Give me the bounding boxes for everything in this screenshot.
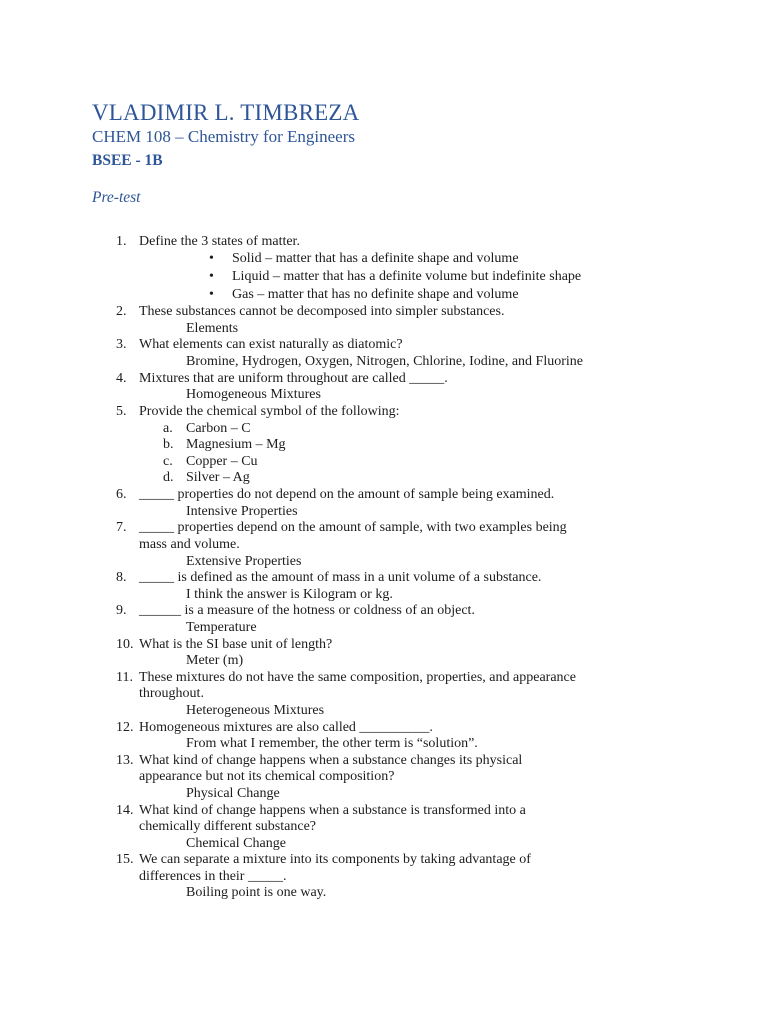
question-number: 13.	[116, 753, 134, 768]
answer-text: From what I remember, the other term is “solution”.	[186, 736, 478, 751]
question-number: 7.	[116, 520, 127, 535]
question-text-continued: appearance but not its chemical composition?	[139, 769, 395, 784]
question-number: 3.	[116, 337, 127, 352]
question-text: What elements can exist naturally as diatomic?	[139, 337, 403, 352]
sub-item-text: Magnesium – Mg	[186, 437, 286, 452]
question-number: 4.	[116, 371, 127, 386]
question-text: These mixtures do not have the same composition, properties, and appearance	[139, 670, 576, 685]
question-text: _____ properties do not depend on the amount of sample being examined.	[139, 487, 555, 502]
question-text: _____ properties depend on the amount of sample, with two examples being	[139, 520, 567, 535]
question-text: We can separate a mixture into its components by taking advantage of	[139, 852, 531, 867]
pretest-heading: Pre-test	[92, 189, 141, 206]
answer-text: Bromine, Hydrogen, Oxygen, Nitrogen, Chlorine, Iodine, and Fluorine	[186, 354, 583, 369]
bullet-text: Gas – matter that has no definite shape and volume	[232, 287, 519, 302]
author-name: VLADIMIR L. TIMBREZA	[92, 100, 360, 125]
question-text: These substances cannot be decomposed into simpler substances.	[139, 304, 505, 319]
bullet-icon: •	[209, 287, 214, 302]
sub-item-text: Copper – Cu	[186, 454, 258, 469]
answer-text: Intensive Properties	[186, 504, 298, 519]
question-number: 5.	[116, 404, 127, 419]
sub-item-text: Carbon – C	[186, 421, 251, 436]
question-number: 1.	[116, 234, 127, 249]
answer-text: Elements	[186, 321, 239, 336]
section-label: BSEE - 1B	[92, 152, 163, 169]
question-text: ______ is a measure of the hotness or coldness of an object.	[139, 603, 475, 618]
sub-item-letter: b.	[163, 437, 174, 452]
question-text-continued: differences in their _____.	[139, 869, 287, 884]
question-number: 8.	[116, 570, 127, 585]
answer-text: Temperature	[186, 620, 257, 635]
question-number: 12.	[116, 720, 134, 735]
question-text: What kind of change happens when a substance changes its physical	[139, 753, 523, 768]
question-text: Provide the chemical symbol of the following:	[139, 404, 400, 419]
question-text-continued: throughout.	[139, 686, 204, 701]
question-number: 11.	[116, 670, 133, 685]
sub-item-letter: c.	[163, 454, 173, 469]
sub-item-letter: a.	[163, 421, 173, 436]
answer-text: I think the answer is Kilogram or kg.	[186, 587, 393, 602]
answer-text: Chemical Change	[186, 836, 286, 851]
answer-text: Heterogeneous Mixtures	[186, 703, 325, 718]
answer-text: Meter (m)	[186, 653, 244, 668]
sub-item-letter: d.	[163, 470, 174, 485]
question-text-continued: mass and volume.	[139, 537, 240, 552]
sub-item-text: Silver – Ag	[186, 470, 250, 485]
question-text: _____ is defined as the amount of mass in a unit volume of a substance.	[139, 570, 542, 585]
answer-text: Boiling point is one way.	[186, 885, 327, 900]
bullet-icon: •	[209, 269, 214, 284]
question-number: 10.	[116, 637, 134, 652]
question-text: Homogeneous mixtures are also called __________.	[139, 720, 433, 735]
question-text: What is the SI base unit of length?	[139, 637, 333, 652]
bullet-text: Solid – matter that has a definite shape and volume	[232, 251, 519, 266]
question-number: 6.	[116, 487, 127, 502]
course-title: CHEM 108 – Chemistry for Engineers	[92, 127, 355, 146]
answer-text: Homogeneous Mixtures	[186, 387, 321, 402]
question-text: Define the 3 states of matter.	[139, 234, 300, 249]
question-text: What kind of change happens when a substance is transformed into a	[139, 803, 526, 818]
question-number: 14.	[116, 803, 134, 818]
bullet-icon: •	[209, 251, 214, 266]
question-number: 15.	[116, 852, 134, 867]
bullet-text: Liquid – matter that has a definite volume but indefinite shape	[232, 269, 582, 284]
question-text-continued: chemically different substance?	[139, 819, 316, 834]
answer-text: Extensive Properties	[186, 554, 302, 569]
question-number: 9.	[116, 603, 127, 618]
answer-text: Physical Change	[186, 786, 280, 801]
question-text: Mixtures that are uniform throughout are called _____.	[139, 371, 448, 386]
question-number: 2.	[116, 304, 127, 319]
